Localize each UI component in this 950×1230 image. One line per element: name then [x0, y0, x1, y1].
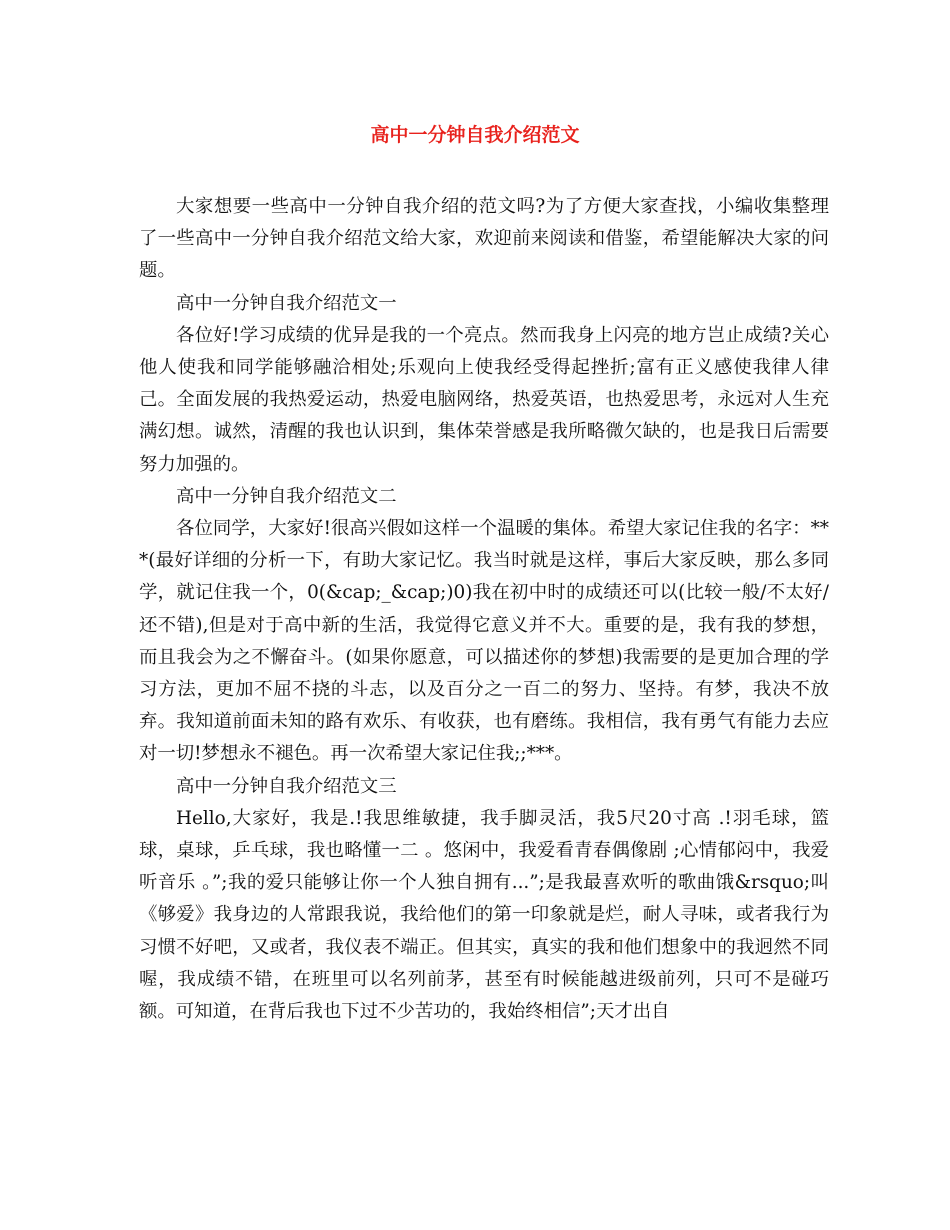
- section-paragraph-2: 各位同学，大家好!很高兴假如这样一个温暖的集体。希望大家记住我的名字：***(最好详细的分析一下，有助大家记忆。我当时就是这样，事后大家反映，那么多同学，就记住我一个，0(&cap;_&cap;)0)我在初中时的成绩还可以(比较一般/不太好/还不错),但是对于高中新的生活，我觉得它意义并不大。重要的是，我有我的梦想，而且我会为之不懈奋斗。(如果你愿意，可以描述你的梦想)我需要的是更加合理的学习方法，更加不屈不挠的斗志，以及百分之一百二的努力、坚持。有梦，我决不放弃。我知道前面未知的路有欢乐、有收获，也有磨练。我相信，我有勇气有能力去应对一切!梦想永不褪色。再一次希望大家记住我;;***。: [139, 518, 829, 765]
- document-title: 高中一分钟自我介绍范文: [370, 124, 580, 146]
- intro-paragraph: 大家想要一些高中一分钟自我介绍的范文吗?为了方便大家查找，小编收集整理了一些高中一分钟自我介绍范文给大家，欢迎前来阅读和借鉴，希望能解决大家的问题。: [139, 196, 829, 282]
- section-paragraph-1: 各位好!学习成绩的优异是我的一个亮点。然而我身上闪亮的地方岂止成绩?关心他人使我和同学能够融洽相处;乐观向上使我经受得起挫折;富有正义感使我律人律己。全面发展的我热爱运动，热爱电脑网络，热爱英语，也热爱思考，永远对人生充满幻想。诚然，清醒的我也认识到，集体荣誉感是我所略微欠缺的，也是我日后需要努力加强的。: [139, 324, 829, 475]
- section-heading-2: 高中一分钟自我介绍范文二: [176, 485, 397, 507]
- section-paragraph-3: Hello,大家好，我是.!我思维敏捷，我手脚灵活，我5尺20寸高 .!羽毛球，篮球，桌球，乒乓球，我也略懂一二 。悠闲中，我爱看青春偶像剧 ;心情郁闷中，我爱听音乐 。”;我的爱只能够让你一个人独自拥有...”;是我最喜欢听的歌曲饿&rsquo;叫《够爱》我身边的人常跟我说，我给他们的第一印象就是烂，耐人寻味，或者我行为习惯不好吧，又或者，我仪表不端正。但其实，真实的我和他们想象中的我迥然不同喔，我成绩不错，在班里可以名列前茅，甚至有时候能越进级前列，只可不是碰巧额。可知道，在背后我也下过不少苦功的，我始终相信”;天才出自: [139, 807, 829, 1023]
- section-heading-3: 高中一分钟自我介绍范文三: [176, 775, 397, 797]
- section-heading-1: 高中一分钟自我介绍范文一: [176, 292, 397, 314]
- document-body: [139, 191, 829, 1028]
